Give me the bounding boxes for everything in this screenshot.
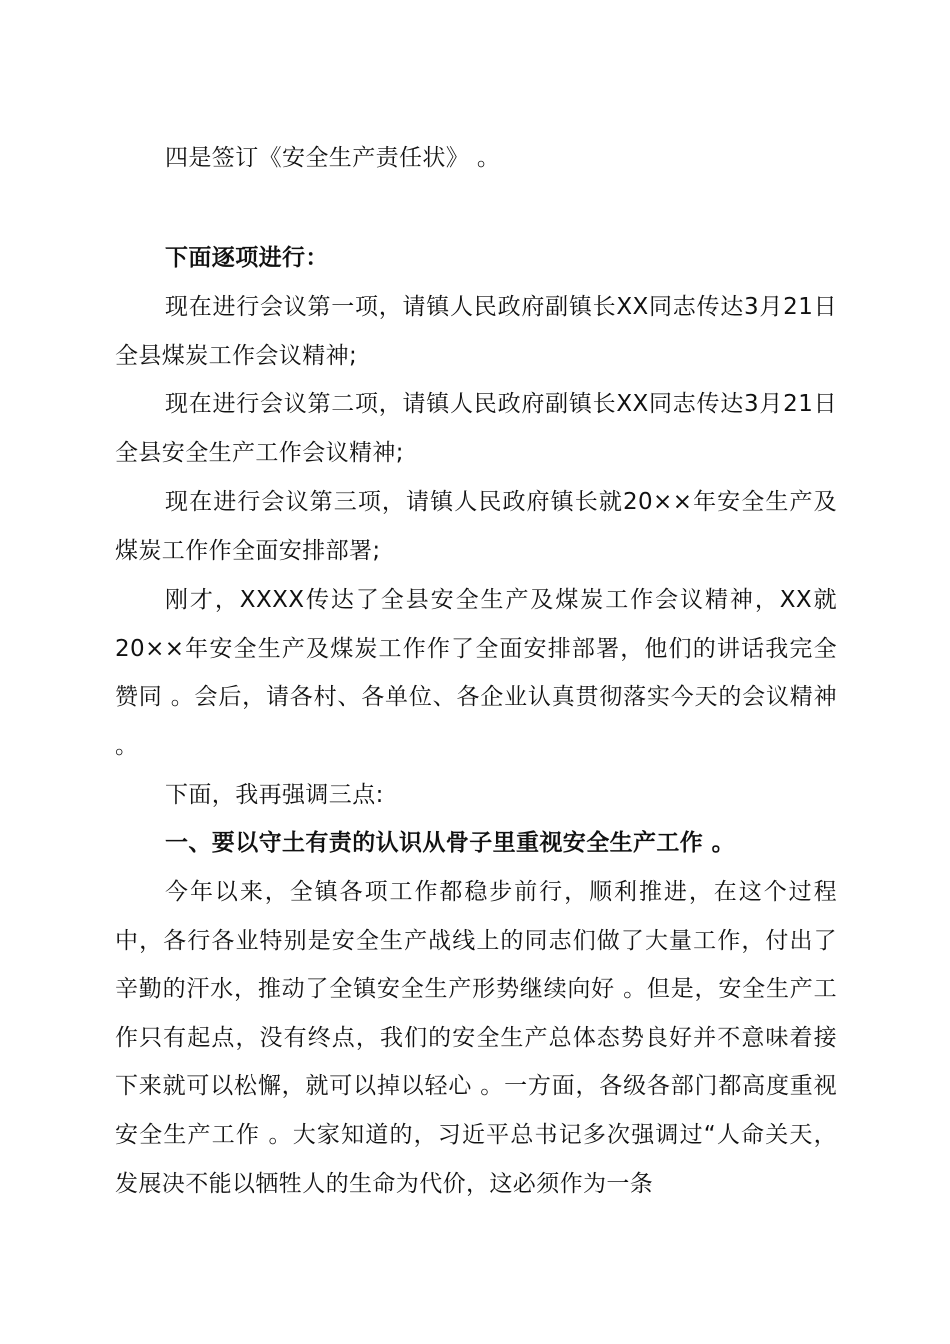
paragraph-item-four: 四是签订《安全生产责任状》 。 <box>165 145 501 171</box>
section-heading-1: 一、要以守土有责的认识从骨子里重视安全生产工作 。 <box>165 830 736 856</box>
agenda-item-2: 现在进行会议第二项，请镇人民政府副镇长XX同志传达3月21日全县安全生产工作会议精神; <box>115 391 837 466</box>
section-lead-in: 下面逐项进行： <box>165 245 329 271</box>
emphasis-intro: 下面，我再强调三点: <box>165 782 384 808</box>
body-paragraph: 今年以来，全镇各项工作都稳步前行，顺利推进，在这个过程中，各行各业特别是安全生产战线上的同志们做了大量工作，付出了辛勤的汗水，推动了全镇安全生产形势继续向好 。但是，安全生产工作只有起点，没有终点，我们的安全生产总体态势良好并不意味着接下来就可以松懈，就可以掉以轻心 。一方面，各级各部门都高度重视安全生产工作 。大家知道的，习近平总书记多次强调过“人命关天，发展决不能以牺牲人的生命为代价，这必须作为一条 <box>115 879 837 1197</box>
agenda-item-3: 现在进行会议第三项，请镇人民政府镇长就20××年安全生产及煤炭工作作全面安排部署; <box>115 489 837 564</box>
summary-paragraph: 刚才，XXXX传达了全县安全生产及煤炭工作会议精神，XX就20××年安全生产及煤炭工作作了全面安排部署，他们的讲话我完全赞同 。会后，请各村、各单位、各企业认真贯彻落实今天的会议精神 。 <box>115 587 837 759</box>
agenda-item-1: 现在进行会议第一项，请镇人民政府副镇长XX同志传达3月21日全县煤炭工作会议精神; <box>115 294 837 369</box>
